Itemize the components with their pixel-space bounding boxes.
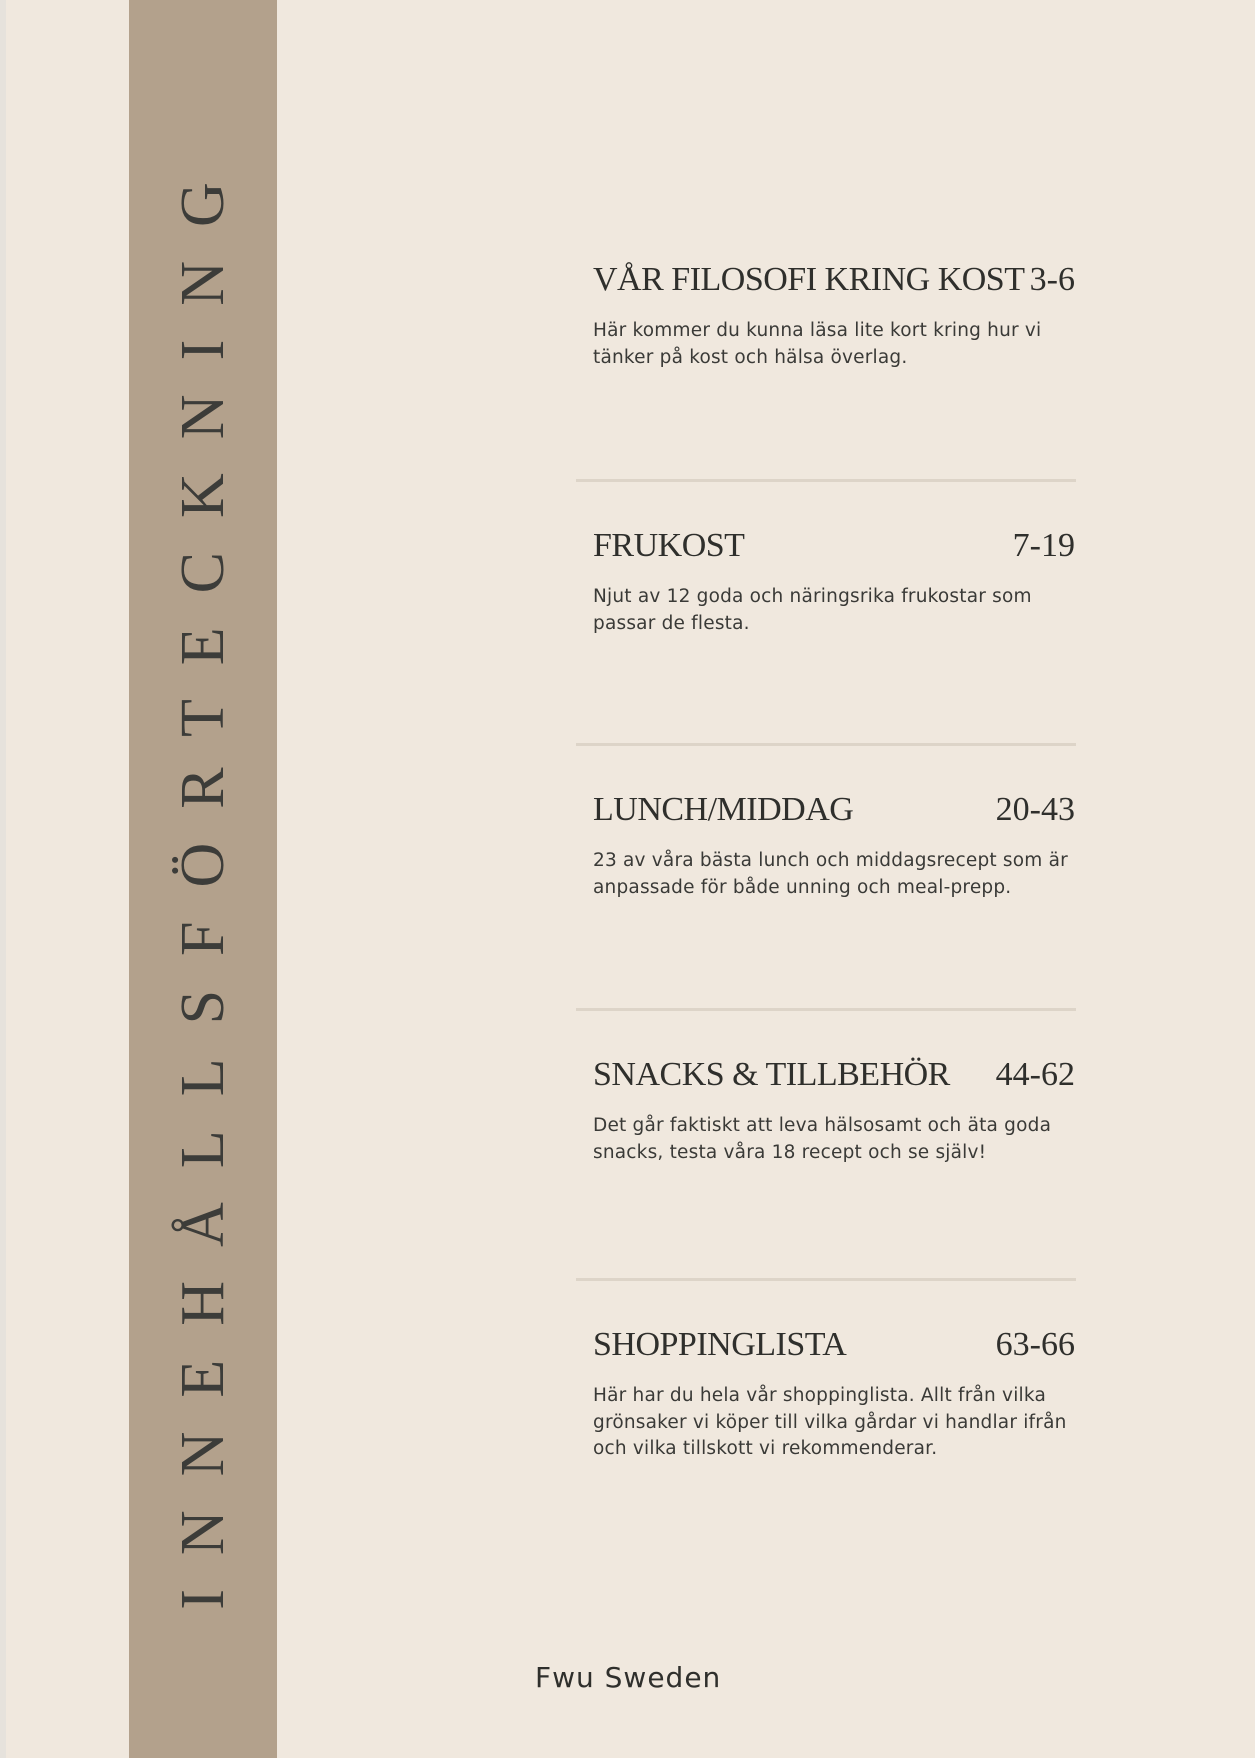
toc-entry-description: Här kommer du kunna läsa lite kort kring hur vi tänker på kost och hälsa överlag.	[593, 320, 1042, 368]
toc-entry	[593, 524, 1075, 637]
toc-entry-title: SHOPPINGLISTA	[593, 1326, 847, 1363]
divider	[576, 743, 1076, 746]
toc-entry-title: SNACKS & TILLBEHÖR	[593, 1056, 950, 1093]
divider	[576, 1008, 1076, 1011]
divider	[576, 479, 1076, 482]
toc-entry-header	[593, 258, 1075, 302]
toc-entry-page-range: 20-43	[995, 791, 1075, 828]
toc-entry-title: LUNCH/MIDDAG	[593, 791, 854, 828]
divider	[576, 1278, 1076, 1281]
toc-entry	[593, 788, 1075, 901]
toc-entry	[593, 1323, 1075, 1463]
document-page	[6, 0, 1255, 1758]
toc-entry	[593, 1053, 1075, 1166]
toc-entry	[593, 258, 1075, 371]
toc-entry-description: Njut av 12 goda och näringsrika frukostar som passar de flesta.	[593, 586, 1032, 634]
toc-entry-description: Här har du hela vår shoppinglista. Allt från vilka grönsaker vi köper till vilka gårdar vi handlar ifrån och vilka tillskott vi rekommenderar.	[593, 1385, 1067, 1459]
footer-brand-name: Fwu Sweden	[535, 1661, 722, 1694]
toc-entry-header	[593, 1323, 1075, 1367]
toc-entry-title: FRUKOST	[593, 527, 745, 564]
toc-entry-description: 23 av våra bästa lunch och middagsrecept som är anpassade för både unning och meal-prepp.	[593, 850, 1068, 898]
toc-entry-page-range: 63-66	[995, 1326, 1075, 1363]
toc-entry-page-range: 7-19	[1012, 527, 1075, 564]
toc-entry-title: VÅR FILOSOFI KRING KOST	[593, 261, 1025, 298]
vertical-page-title: INNEHÅLLSFÖRTECKNING	[169, 148, 237, 1610]
toc-entry-page-range: 44-62	[995, 1056, 1075, 1093]
toc-entry-header	[593, 524, 1075, 568]
toc-entry-page-range: 3-6	[1029, 261, 1075, 298]
toc-entry-header	[593, 788, 1075, 832]
toc-entry-description: Det går faktiskt att leva hälsosamt och äta goda snacks, testa våra 18 recept och se själv!	[593, 1115, 1052, 1163]
toc-entry-header	[593, 1053, 1075, 1097]
